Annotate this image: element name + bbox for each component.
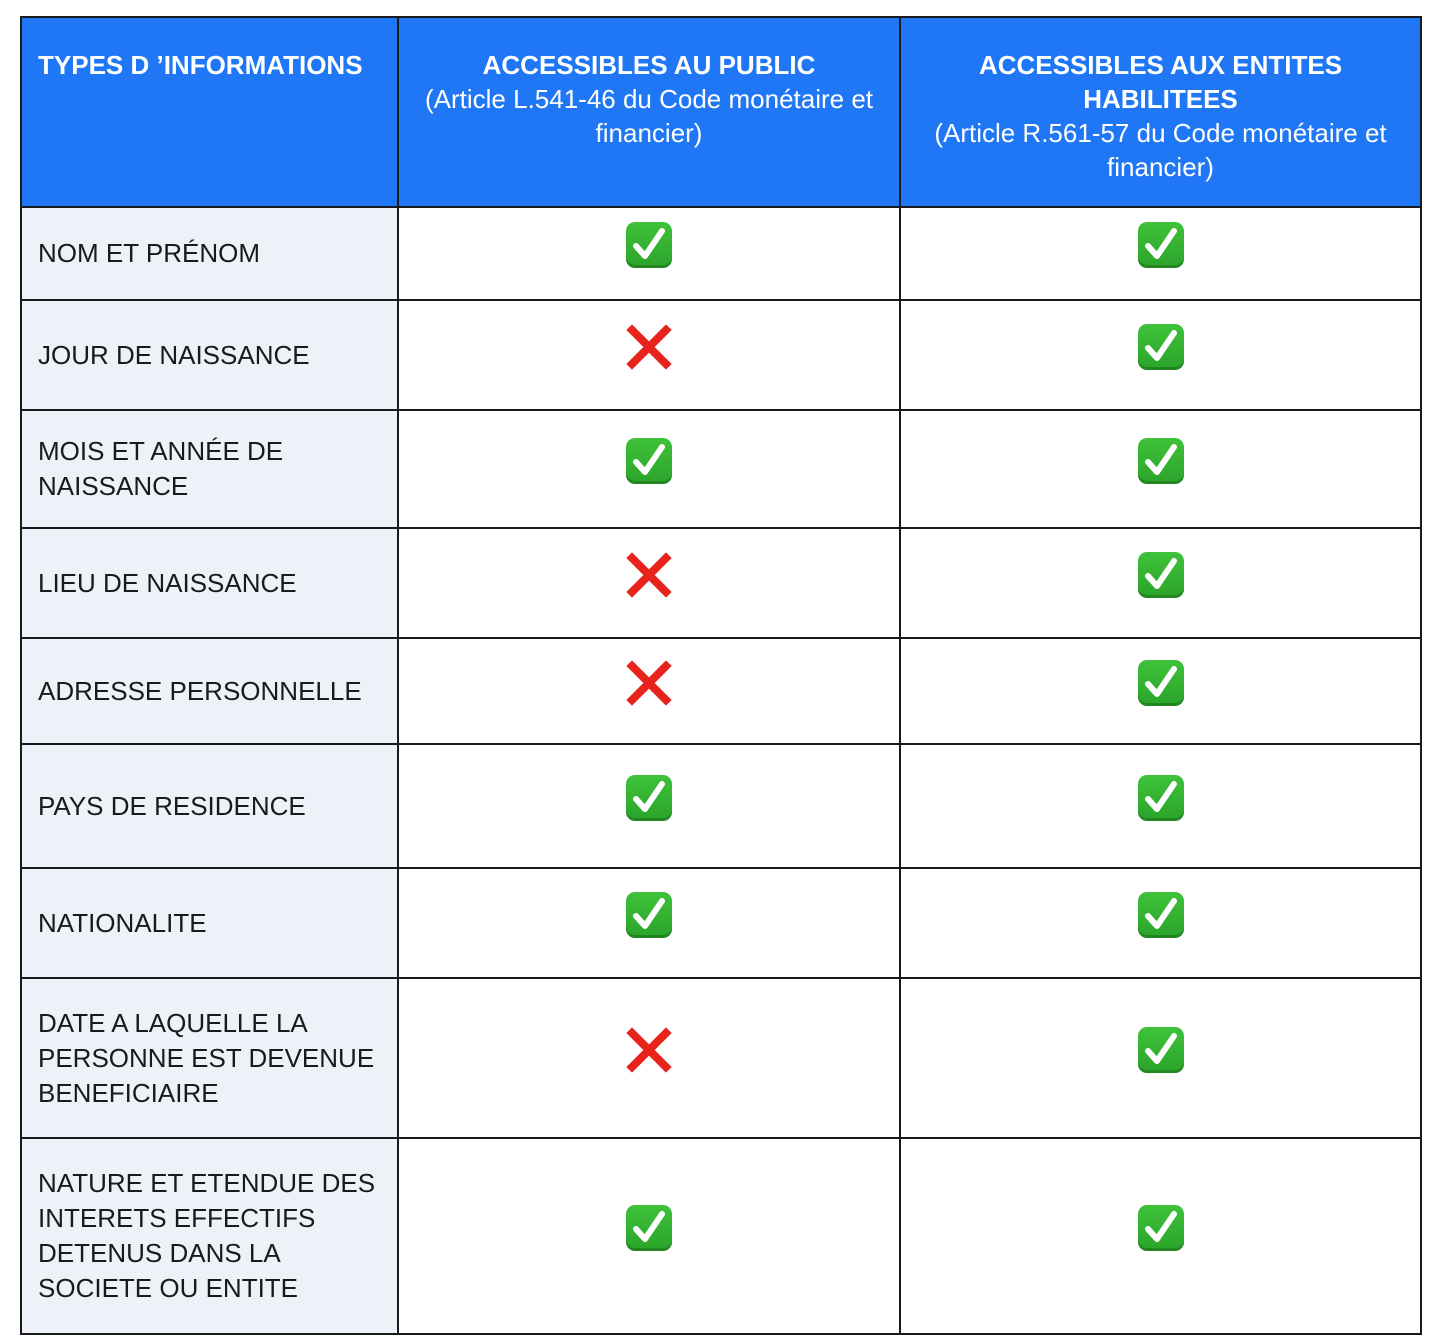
check-icon (626, 222, 672, 268)
cross-icon (626, 660, 672, 706)
check-icon (1138, 1205, 1184, 1251)
table-row (21, 978, 1421, 1138)
comparison-table-container (20, 16, 1420, 1335)
row-label-cell (21, 744, 398, 868)
habilitees-access-mark (1138, 1027, 1184, 1078)
public-access-mark (626, 438, 672, 489)
public-access-mark (626, 775, 672, 826)
public-access-cell (398, 638, 900, 744)
table-header (21, 17, 1421, 207)
header-habilitees-title: ACCESSIBLES AUX ENTITES HABILITEES (978, 50, 1343, 114)
habilitees-access-cell (900, 410, 1421, 528)
check-icon (1138, 222, 1184, 268)
row-label-cell (21, 638, 398, 744)
table-row (21, 868, 1421, 978)
habilitees-access-cell (900, 638, 1421, 744)
table-row (21, 1138, 1421, 1334)
check-icon (626, 775, 672, 821)
public-access-mark (626, 552, 672, 603)
check-icon (1138, 892, 1184, 938)
check-icon (626, 1205, 672, 1251)
table-row (21, 300, 1421, 410)
check-icon (1138, 324, 1184, 370)
habilitees-access-mark (1138, 324, 1184, 375)
cross-icon (626, 324, 672, 370)
header-habilitees-subtitle: (Article R.561-57 du Code monétaire et financier) (934, 118, 1387, 182)
public-access-cell (398, 207, 900, 300)
habilitees-access-cell (900, 1138, 1421, 1334)
row-label-cell (21, 410, 398, 528)
habilitees-access-cell (900, 978, 1421, 1138)
habilitees-access-mark (1138, 438, 1184, 489)
public-access-mark (626, 324, 672, 375)
row-label-cell (21, 868, 398, 978)
row-label-cell (21, 978, 398, 1138)
habilitees-access-cell (900, 207, 1421, 300)
habilitees-access-mark (1138, 775, 1184, 826)
header-cell-types (21, 17, 398, 207)
row-label: PAYS DE RESIDENCE (38, 790, 306, 821)
public-access-cell (398, 978, 900, 1138)
header-types-title: TYPES D ’INFORMATIONS (38, 50, 363, 80)
check-icon (626, 438, 672, 484)
table-row (21, 207, 1421, 300)
public-access-cell (398, 744, 900, 868)
public-access-cell (398, 868, 900, 978)
public-access-mark (626, 660, 672, 711)
habilitees-access-mark (1138, 660, 1184, 711)
check-icon (1138, 775, 1184, 821)
habilitees-access-mark (1138, 892, 1184, 943)
row-label: JOUR DE NAISSANCE (38, 339, 310, 370)
header-cell-public (398, 17, 900, 207)
table-row (21, 528, 1421, 638)
habilitees-access-cell (900, 300, 1421, 410)
check-icon (626, 892, 672, 938)
public-access-mark (626, 892, 672, 943)
check-icon (1138, 660, 1184, 706)
row-label: ADRESSE PERSONNELLE (38, 675, 362, 706)
habilitees-access-cell (900, 744, 1421, 868)
public-access-cell (398, 1138, 900, 1334)
habilitees-access-mark (1138, 1205, 1184, 1256)
public-access-mark (626, 1027, 672, 1078)
table-row (21, 638, 1421, 744)
habilitees-access-cell (900, 868, 1421, 978)
row-label-cell (21, 1138, 398, 1334)
row-label: NATIONALITE (38, 907, 207, 938)
check-icon (1138, 1027, 1184, 1073)
public-access-cell (398, 410, 900, 528)
header-public-subtitle: (Article L.541-46 du Code monétaire et financier) (424, 84, 874, 148)
table-body (21, 207, 1421, 1334)
cross-icon (626, 1027, 672, 1073)
public-access-cell (398, 300, 900, 410)
row-label: MOIS ET ANNÉE DE NAISSANCE (38, 436, 284, 501)
row-label: LIEU DE NAISSANCE (38, 567, 297, 598)
information-access-table (20, 16, 1422, 1335)
row-label: DATE A LAQUELLE LA PERSONNE EST DEVENUE BENEFICIAIRE (38, 1007, 375, 1108)
check-icon (1138, 552, 1184, 598)
row-label: NATURE ET ETENDUE DES INTERETS EFFECTIFS DETENUS DANS LA SOCIETE OU ENTITE (38, 1168, 376, 1303)
table-row (21, 744, 1421, 868)
habilitees-access-mark (1138, 552, 1184, 603)
table-row (21, 410, 1421, 528)
public-access-mark (626, 222, 672, 273)
public-access-cell (398, 528, 900, 638)
row-label-cell (21, 300, 398, 410)
habilitees-access-cell (900, 528, 1421, 638)
header-row (21, 17, 1421, 207)
row-label: NOM ET PRÉNOM (38, 238, 260, 268)
habilitees-access-mark (1138, 222, 1184, 273)
row-label-cell (21, 207, 398, 300)
row-label-cell (21, 528, 398, 638)
header-public-title: ACCESSIBLES AU PUBLIC (482, 50, 816, 80)
public-access-mark (626, 1205, 672, 1256)
check-icon (1138, 438, 1184, 484)
header-cell-habilitees (900, 17, 1421, 207)
cross-icon (626, 552, 672, 598)
